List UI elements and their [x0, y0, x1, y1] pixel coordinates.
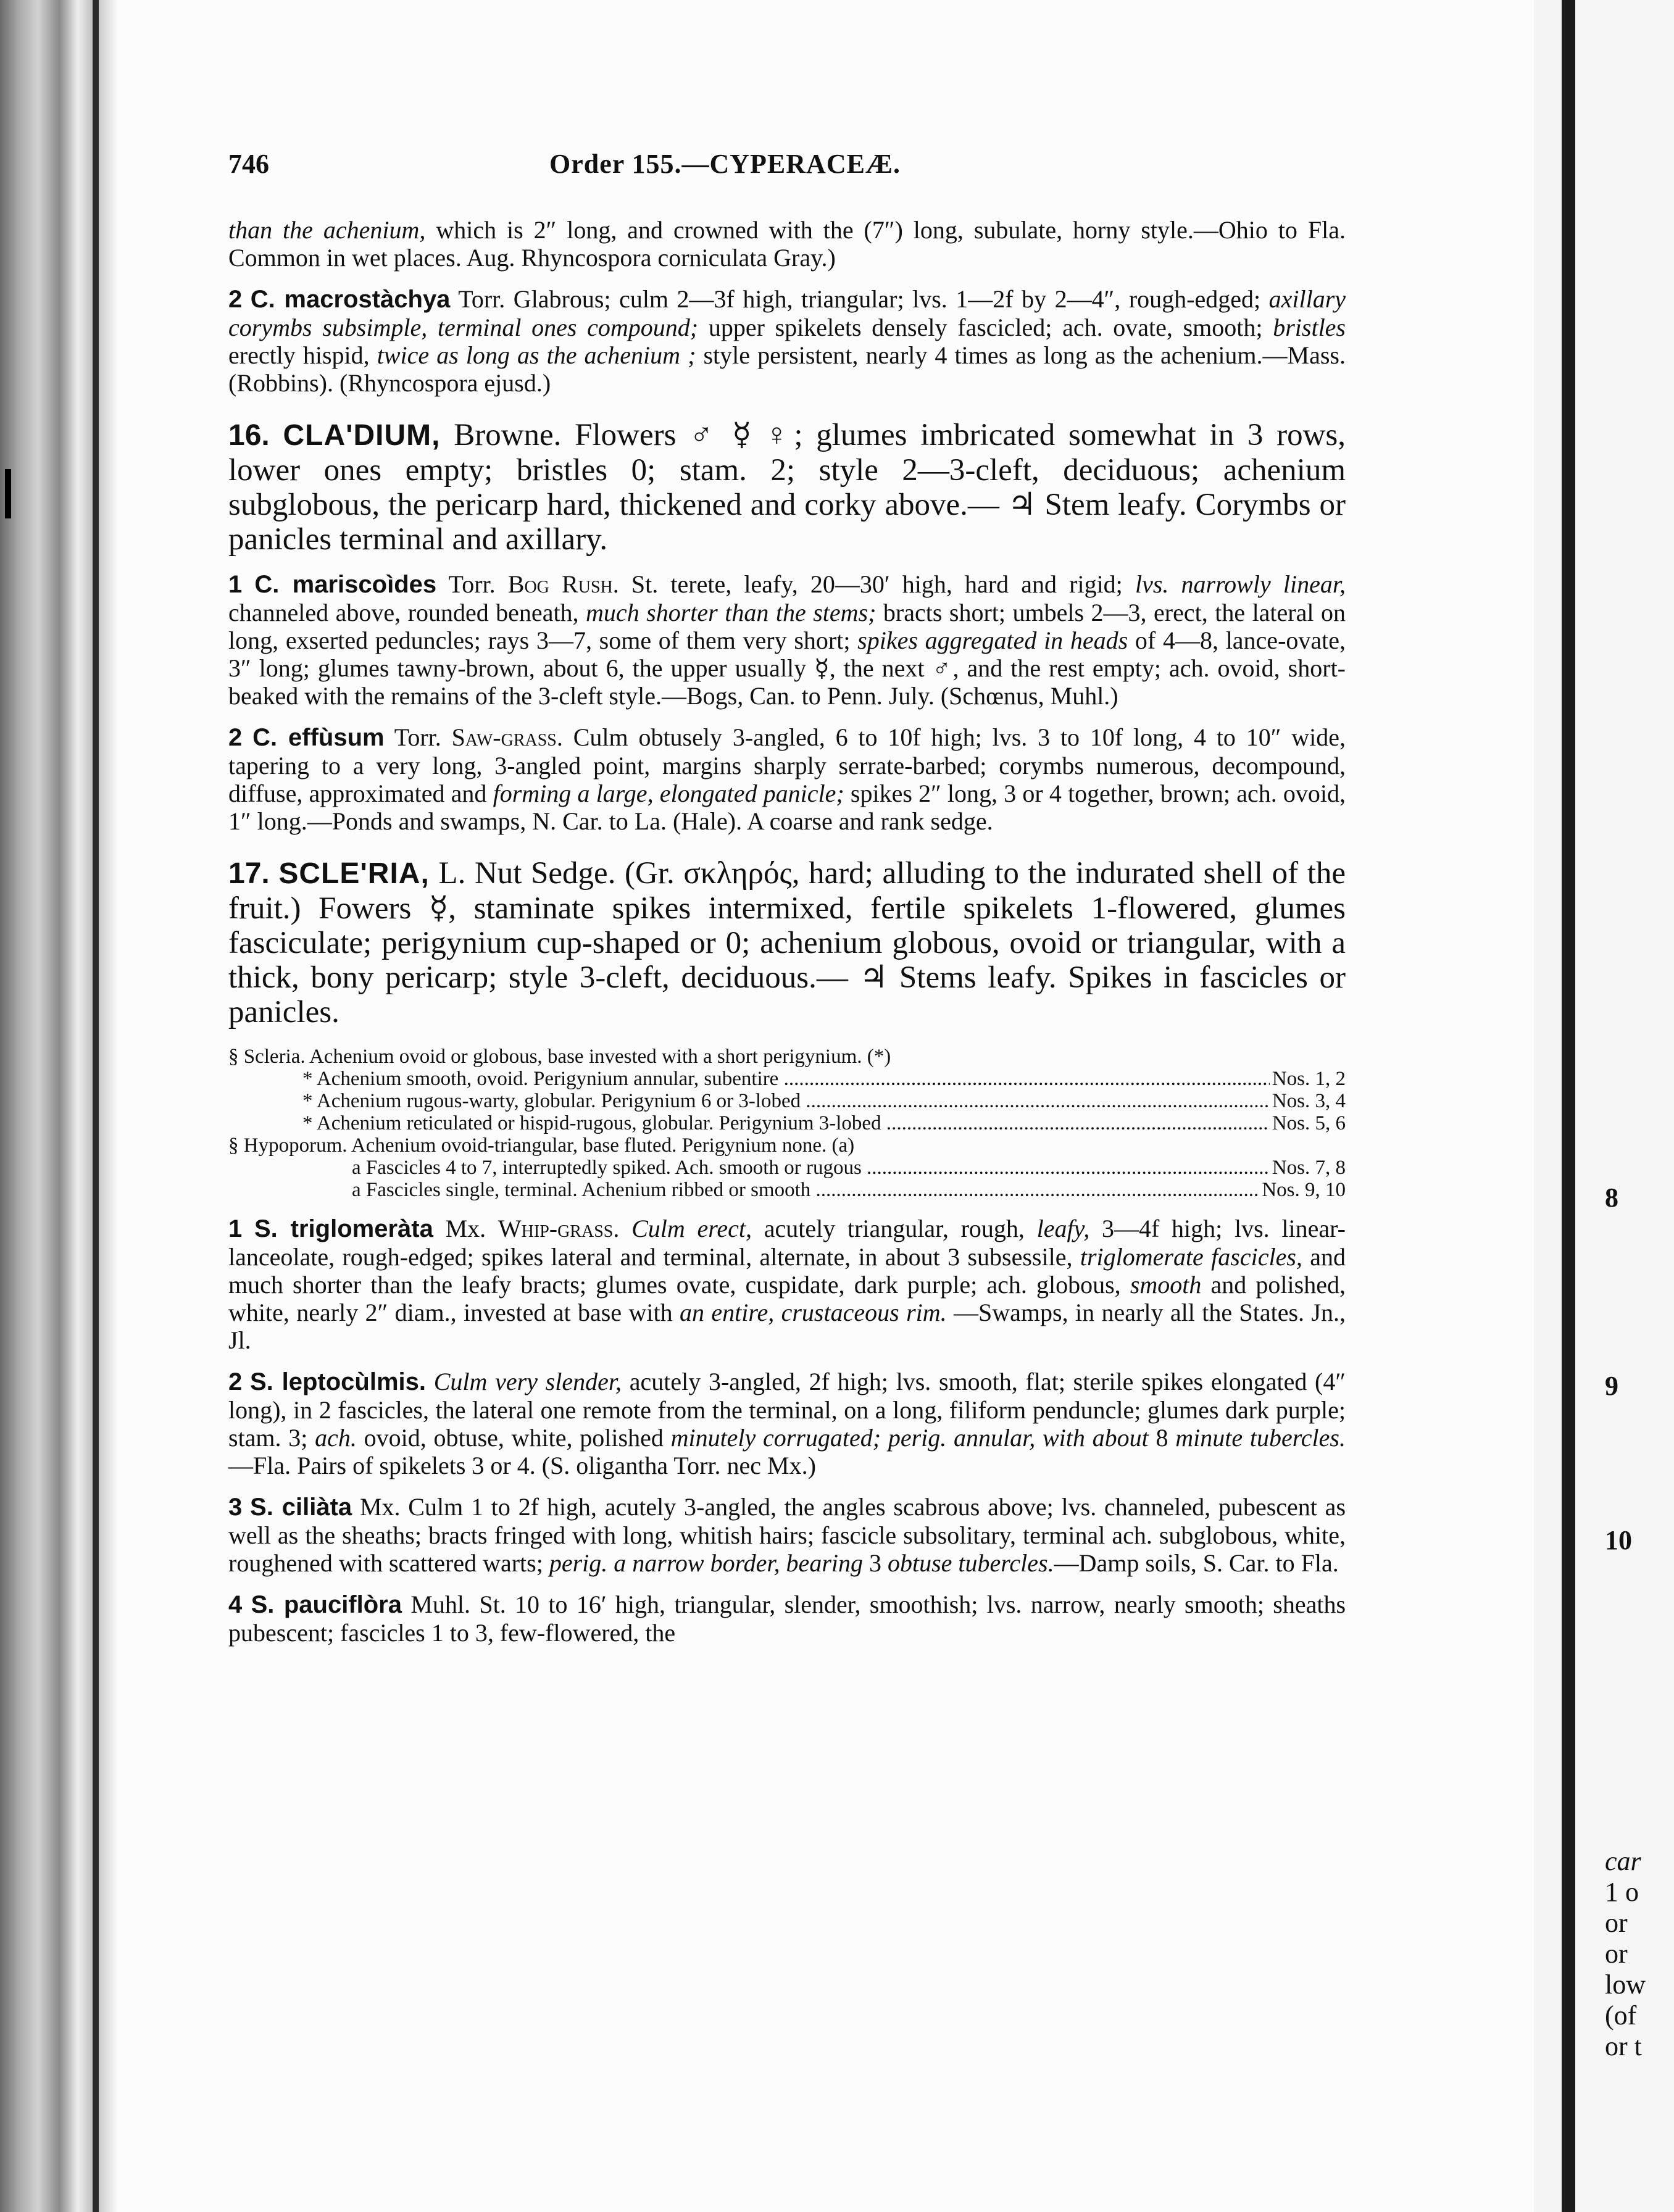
facing-page-rule: [1562, 0, 1575, 2212]
key-row: § Scleria. Achenium ovoid or globous, base invested with a short perigynium. (*): [228, 1046, 891, 1068]
facing-fragment: (of: [1605, 2000, 1637, 2031]
genus-description: Browne. Flowers ♂ ☿ ♀; glumes imbricated somewhat in 3 rows, lower ones empty; bristles 0; stam. 2; style 2—3-cleft, deciduous; achenium subglobous, the pericarp hard, thickened and corky above.— ♃ Stem leafy. Corymbs or panicles terminal and axillary.: [228, 418, 1346, 557]
species-description: [228, 723, 1346, 835]
key-row: § Hypoporum. Achenium ovoid-triangular, base fluted. Perigynium none. (a): [228, 1134, 855, 1157]
text-run: acutely 3-angled, 2f high; lvs. smooth, flat; sterile spikes elongated (4″ long), in 2 fascicles, the lateral one remote from the terminal, on a long, filiform penduncle; glumes dark purple; stam. 3;: [228, 1368, 1346, 1452]
text-run: Bog Rush.: [507, 570, 619, 598]
species-key: [228, 1046, 1346, 1201]
facing-fragment: 10: [1605, 1525, 1632, 1555]
text-run: ovoid, obtuse, white, polished: [356, 1424, 671, 1452]
text-run: Mx. Culm 1 to 2f high, acutely 3-angled, the angles scabrous above; lvs. channeled, pubescent as well as the sheaths; bracts fringed with long, whitish hairs; fascicle subsolitary, terminal ach. subglobous, white, roughened with scattered warts;: [228, 1493, 1346, 1577]
carry-over-body: which is 2″ long, and crowned with the (7″) long, subulate, horny style.—Ohio to Fla. Common in wet places. Aug. Rhyncospora corniculata Gray.): [228, 216, 1346, 272]
facing-fragment: 9: [1605, 1371, 1618, 1401]
species-entry: [228, 285, 1346, 397]
key-row: * Achenium reticulated or hispid-rugous, globular. Perigynium 3-lobed ..... Nos. 5, 6: [228, 1112, 1346, 1134]
genus-number: 17.: [228, 857, 270, 890]
text-run: minutely corrugated; perig. annular, with about: [670, 1424, 1149, 1452]
page-gutter: [1534, 0, 1562, 2212]
carry-over-italic: than the achenium,: [228, 216, 426, 244]
page-content: [228, 123, 1346, 1647]
text-run: Torr.: [436, 570, 508, 598]
text-run: [619, 1215, 631, 1242]
text-run: twice as long as the achenium ;: [377, 341, 696, 369]
text-run: leafy,: [1036, 1215, 1090, 1242]
facing-fragment: or: [1605, 1939, 1628, 1969]
text-run: forming a large, elongated panicle;: [493, 780, 844, 807]
text-run: erectly hispid,: [228, 341, 377, 369]
text-run: Torr.: [384, 723, 452, 751]
species-number: 1: [228, 571, 243, 598]
genus-name: SCLE'RIA,: [278, 857, 430, 890]
text-run: St. terete, leafy, 20—30′ high, hard and rigid;: [618, 570, 1135, 598]
text-run: spikes 2″ long, 3 or 4 together, brown; ach. ovoid, 1″ long.—Ponds and swamps, N. Car. to La. (Hale). A coarse and rank sedge.: [228, 780, 1346, 835]
key-row: a Fascicles 4 to 7, interruptedly spiked. Ach. smooth or rugous ..... Nos. 7, 8: [228, 1157, 1346, 1179]
genus-entry-cladium: [228, 418, 1346, 557]
text-run: lvs. narrowly linear,: [1135, 570, 1346, 598]
key-row: a Fascicles single, terminal. Achenium ribbed or smooth ..... Nos. 9, 10: [228, 1179, 1346, 1201]
species-name: C. macrostàchya: [250, 286, 451, 313]
species-number: 2: [228, 724, 243, 751]
text-run: Culm obtusely 3-angled, 6 to 10f high; lvs. 3 to 10f long, 4 to 10″ wide, tapering to a very long, 3-angled point, margins sharply serrate-barbed; corymbs numerous, decompound, diffuse, approximated and: [228, 723, 1346, 807]
scleria-species-list: [228, 1215, 1346, 1647]
text-run: smooth: [1130, 1271, 1202, 1299]
running-title: Order 155.—CYPERACEÆ.: [549, 149, 901, 179]
facing-fragment: 1 o: [1605, 1877, 1639, 1907]
text-run: ach.: [315, 1424, 357, 1452]
text-run: obtuse tubercles.: [888, 1549, 1054, 1577]
text-run: and much shorter than the leafy bracts; glumes ovate, cuspidate, dark purple; ach. globous,: [228, 1243, 1346, 1299]
text-run: of 4—8, lance-ovate, 3″ long; glumes tawny-brown, about 6, the upper usually ☿, the next ♂, and the rest empty; ach. ovoid, short-beaked with the remains of the 3-cleft style.—Bogs, Can. to Penn. July. (Schœnus, Muhl.): [228, 626, 1346, 710]
species-name: C. mariscoìdes: [254, 571, 437, 598]
text-run: —Swamps, in nearly all the States. Jn., Jl.: [228, 1299, 1346, 1354]
text-run: channeled above, rounded beneath,: [228, 599, 586, 626]
key-row: * Achenium rugous-warty, globular. Perigynium 6 or 3-lobed ..... Nos. 3, 4: [228, 1090, 1346, 1112]
species-number: 4: [228, 1591, 243, 1618]
text-run: perig. a narrow border, bearing: [549, 1549, 863, 1577]
text-run: triglomerate fascicles,: [1080, 1243, 1302, 1271]
text-run: Mx.: [433, 1215, 498, 1242]
genus-name: CLA'DIUM,: [283, 419, 441, 452]
text-run: bristles: [1273, 314, 1346, 341]
species-name: S. leptocùlmis.: [249, 1368, 426, 1395]
text-run: 8: [1148, 1424, 1176, 1452]
text-run: Culm erect,: [631, 1215, 752, 1242]
species-name: C. effùsum: [252, 724, 385, 751]
facing-fragment: car: [1605, 1846, 1641, 1876]
text-run: Torr. Glabrous; culm 2—3f high, triangular; lvs. 1—2f by 2—4″, rough-edged;: [450, 285, 1269, 313]
text-run: Whip-grass.: [498, 1215, 620, 1242]
running-header: [228, 148, 1346, 216]
text-run: acutely triangular, rough,: [751, 1215, 1037, 1242]
genus-description: L. Nut Sedge. (Gr. σκληρός, hard; alluding to the indurated shell of the fruit.) Fowers ☿, staminate spikes intermixed, fertile spikelets 1-flowered, glumes fasciculate; perigynium cup-shaped or 0; achenium globous, ovoid or triangular, with a thick, bony pericarp; style 3-cleft, deciduous.— ♃ Stems leafy. Spikes in fascicles or panicles.: [228, 856, 1346, 1029]
text-run: Muhl. St. 10 to 16′ high, triangular, slender, smoothish; lvs. narrow, nearly smooth; sheaths pubescent; fascicles 1 to 3, few-flowered, the: [228, 1590, 1346, 1647]
book-binding: [0, 0, 117, 2212]
text-run: bracts short; umbels 2—3, erect, the lateral on long, exserted peduncles; rays 3—7, some of them very short;: [228, 599, 1346, 654]
facing-fragment: low: [1605, 1969, 1646, 2000]
key-row: * Achenium smooth, ovoid. Perigynium annular, subentire ..... Nos. 1, 2: [228, 1068, 1346, 1090]
species-number: 2: [228, 1368, 243, 1395]
text-run: an entire, crustaceous rim.: [679, 1299, 947, 1326]
species-description: [228, 1493, 1346, 1577]
genus-number: 16.: [228, 419, 270, 452]
text-run: —Fla. Pairs of spikelets 3 or 4. (S. oligantha Torr. nec Mx.): [228, 1452, 816, 1479]
text-run: spikes aggregated in heads: [857, 626, 1128, 654]
genus-entry-scleria: [228, 856, 1346, 1029]
facing-fragment: 8: [1605, 1183, 1618, 1213]
text-run: —Damp soils, S. Car. to Fla.: [1054, 1549, 1339, 1577]
text-run: 3—4f high; lvs. linear-lanceolate, rough-edged; spikes lateral and terminal, alternate, in about 3 subsessile,: [228, 1215, 1346, 1271]
text-run: Saw-grass.: [451, 723, 563, 751]
facing-fragment: or t: [1605, 2031, 1642, 2061]
species-name: S. ciliàta: [250, 1494, 352, 1521]
text-run: Culm very slender,: [433, 1368, 622, 1395]
species-name: S. pauciflòra: [251, 1591, 402, 1618]
text-run: axillary corymbs subsimple, terminal ones compound;: [228, 285, 1346, 341]
text-run: style persistent, nearly 4 times as long as the achenium.—Mass. (Robbins). (Rhyncospora ejusd.): [228, 341, 1346, 397]
text-run: [426, 1368, 434, 1395]
margin-mark: [5, 469, 11, 518]
text-run: 3: [863, 1549, 888, 1577]
species-name: S. triglomeràta: [254, 1215, 433, 1242]
text-run: much shorter than the stems;: [586, 599, 877, 626]
carry-over-text: [228, 216, 1346, 272]
species-number: 3: [228, 1494, 243, 1521]
facing-page-edge: [1562, 0, 1674, 2212]
cladium-species-list: [228, 570, 1346, 835]
facing-fragment: or: [1605, 1908, 1628, 1938]
text-run: upper spikelets densely fascicled; ach. ovate, smooth;: [698, 314, 1273, 341]
text-run: and polished, white, nearly 2″ diam., invested at base with: [228, 1271, 1346, 1326]
page-number: 746: [228, 149, 269, 179]
species-number: 2: [228, 286, 243, 313]
species-number: 1: [228, 1215, 243, 1242]
text-run: minute tubercles.: [1175, 1424, 1346, 1452]
